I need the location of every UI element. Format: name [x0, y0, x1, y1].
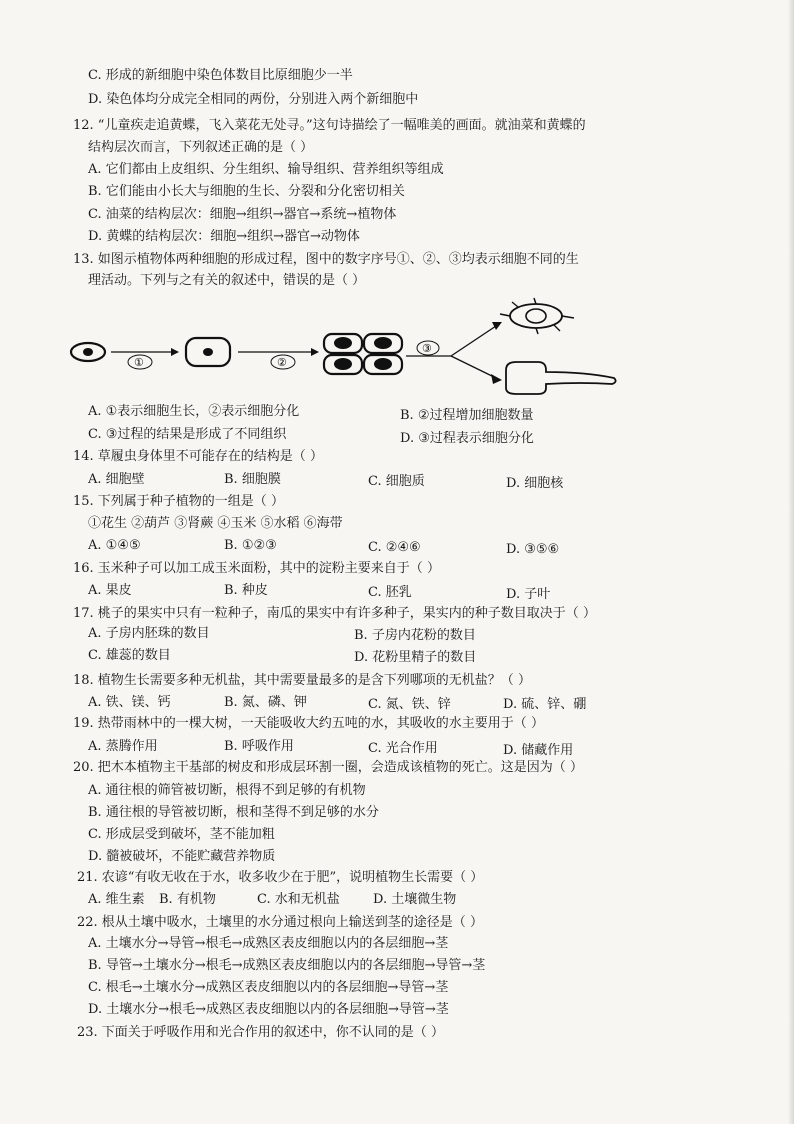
- q13-option-b: B. ②过程增加细胞数量: [400, 408, 534, 423]
- single-cell-small: [71, 343, 105, 361]
- q22-option-c: C. 根毛→土壤水分→成熟区表皮细胞以内的各层细胞→导管→茎: [88, 980, 449, 995]
- q15-items: ①花生 ②葫芦 ③肾蕨 ④玉米 ⑤水稻 ⑥海带: [88, 516, 343, 531]
- q16-option-b: B. 种皮: [224, 583, 268, 598]
- q14-stem: 14. 草履虫身体里不可能存在的结构是（ ）: [73, 449, 323, 464]
- q19-option-a: A. 蒸腾作用: [88, 739, 158, 754]
- stoma-cell: [500, 298, 574, 334]
- q20-option-b: B. 通往根的导管被切断，根和茎得不到足够的水分: [88, 805, 379, 820]
- q12-option-b: B. 它们能由小长大与细胞的生长、分裂和分化密切相关: [88, 184, 405, 199]
- q12-stem: 12. “儿童疾走追黄蝶，飞入菜花无处寻。”这句诗描绘了一幅唯美的画面。就油菜和黄蝶的: [73, 118, 586, 133]
- q20-option-d: D. 髓被破坏，不能贮藏营养物质: [88, 849, 276, 864]
- q21-option-c: C. 水和无机盐: [257, 892, 340, 907]
- arrow-3-up: [451, 326, 496, 356]
- q18-stem: 18. 植物生长需要多种无机盐，其中需要量最多的是含下列哪项的无机盐？（ ）: [73, 673, 531, 688]
- q17-option-a: A. 子房内胚珠的数目: [88, 626, 210, 641]
- root-hair-cell: [506, 362, 616, 394]
- q18-option-b: B. 氮、磷、钾: [224, 695, 307, 710]
- q19-option-c: C. 光合作用: [368, 741, 438, 756]
- q15-stem: 15. 下列属于种子植物的一组是（ ）: [73, 494, 284, 509]
- q18-option-c: C. 氮、铁、锌: [368, 697, 451, 712]
- single-cell-grown: [186, 338, 230, 366]
- q12-option-c: C. 油菜的结构层次：细胞→组织→器官→系统→植物体: [88, 207, 397, 222]
- q16-stem: 16. 玉米种子可以加工成玉米面粉，其中的淀粉主要来自于（ ）: [73, 561, 440, 576]
- q16-option-a: A. 果皮: [88, 583, 132, 598]
- q11-option-d: D. 染色体均分成完全相同的两份，分别进入两个新细胞中: [88, 92, 419, 107]
- q19-option-b: B. 呼吸作用: [224, 739, 294, 754]
- q20-option-c: C. 形成层受到破坏，茎不能加粗: [88, 827, 275, 842]
- q13-stem-cont: 理活动。下列与之有关的叙述中，错误的是（ ）: [88, 273, 366, 288]
- divided-cells: [324, 334, 402, 374]
- q13-option-d: D. ③过程表示细胞分化: [400, 431, 534, 446]
- q17-option-b: B. 子房内花粉的数目: [354, 628, 476, 643]
- q21-option-a: A. 维生素: [88, 892, 145, 907]
- q19-stem: 19. 热带雨林中的一棵大树，一天能吸收大约五吨的水，其吸收的水主要用于（ ）: [73, 716, 544, 731]
- q11-option-c: C. 形成的新细胞中染色体数目比原细胞少一半: [88, 68, 353, 83]
- step-1-label: ①: [134, 356, 144, 369]
- step-2-label: ②: [277, 356, 287, 369]
- q22-option-a: A. 土壤水分→导管→根毛→成熟区表皮细胞以内的各层细胞→茎: [88, 936, 449, 951]
- q14-option-c: C. 细胞质: [368, 474, 425, 489]
- step-3-label: ③: [422, 342, 432, 355]
- q21-option-d: D. 土壤微生物: [373, 892, 457, 907]
- q21-stem: 21. 农谚“有收无收在于水，收多收少在于肥”，说明植物生长需要（ ）: [77, 870, 484, 885]
- q17-option-d: D. 花粉里精子的数目: [354, 650, 477, 665]
- q16-option-c: C. 胚乳: [368, 585, 412, 600]
- q19-option-d: D. 储藏作用: [503, 743, 574, 758]
- q18-option-a: A. 铁、镁、钙: [88, 695, 171, 710]
- q14-option-d: D. 细胞核: [506, 476, 564, 491]
- q16-option-d: D. 子叶: [506, 587, 551, 602]
- q23-stem: 23. 下面关于呼吸作用和光合作用的叙述中，你不认同的是（ ）: [77, 1025, 444, 1040]
- q15-option-c: C. ②④⑥: [368, 540, 421, 555]
- q12-option-d: D. 黄蝶的结构层次：细胞→组织→器官→动物体: [88, 229, 360, 244]
- q20-option-a: A. 通往根的筛管被切断，根得不到足够的有机物: [88, 783, 366, 798]
- q15-option-b: B. ①②③: [224, 538, 277, 553]
- cell-formation-diagram: [66, 296, 646, 396]
- q22-option-d: D. 土壤水分→根毛→成熟区表皮细胞以内的各层细胞→导管→茎: [88, 1002, 449, 1017]
- q14-option-a: A. 细胞壁: [88, 472, 145, 487]
- scan-edge-shadow: [788, 0, 794, 1124]
- q22-option-b: B. 导管→土壤水分→根毛→成熟区表皮细胞以内的各层细胞→导管→茎: [88, 958, 486, 973]
- q14-option-b: B. 细胞膜: [224, 472, 281, 487]
- q22-stem: 22. 根从土壤中吸水，土壤里的水分通过根向上输送到茎的途径是（ ）: [77, 915, 483, 930]
- q13-option-a: A. ①表示细胞生长，②表示细胞分化: [88, 404, 300, 419]
- arrow-3-down: [451, 356, 496, 378]
- q12-stem-cont: 结构层次而言，下列叙述正确的是（ ）: [88, 140, 314, 155]
- q13-stem: 13. 如图示植物体两种细胞的形成过程，图中的数字序号①、②、③均表示细胞不同的生: [73, 252, 579, 267]
- q21-option-b: B. 有机物: [159, 892, 216, 907]
- q15-option-a: A. ①④⑤: [88, 538, 141, 553]
- q17-stem: 17. 桃子的果实中只有一粒种子，南瓜的果实中有许多种子，果实内的种子数目取决于（ ）: [73, 606, 596, 621]
- q18-option-d: D. 硫、锌、硼: [503, 697, 587, 712]
- q13-option-c: C. ③过程的结果是形成了不同组织: [88, 427, 287, 442]
- q15-option-d: D. ③⑤⑥: [506, 542, 560, 557]
- q17-option-c: C. 雄蕊的数目: [88, 648, 171, 663]
- q20-stem: 20. 把木本植物主干基部的树皮和形成层环割一圈，会造成该植物的死亡。这是因为（ ）: [73, 760, 583, 775]
- q12-option-a: A. 它们都由上皮组织、分生组织、输导组织、营养组织等组成: [88, 162, 444, 177]
